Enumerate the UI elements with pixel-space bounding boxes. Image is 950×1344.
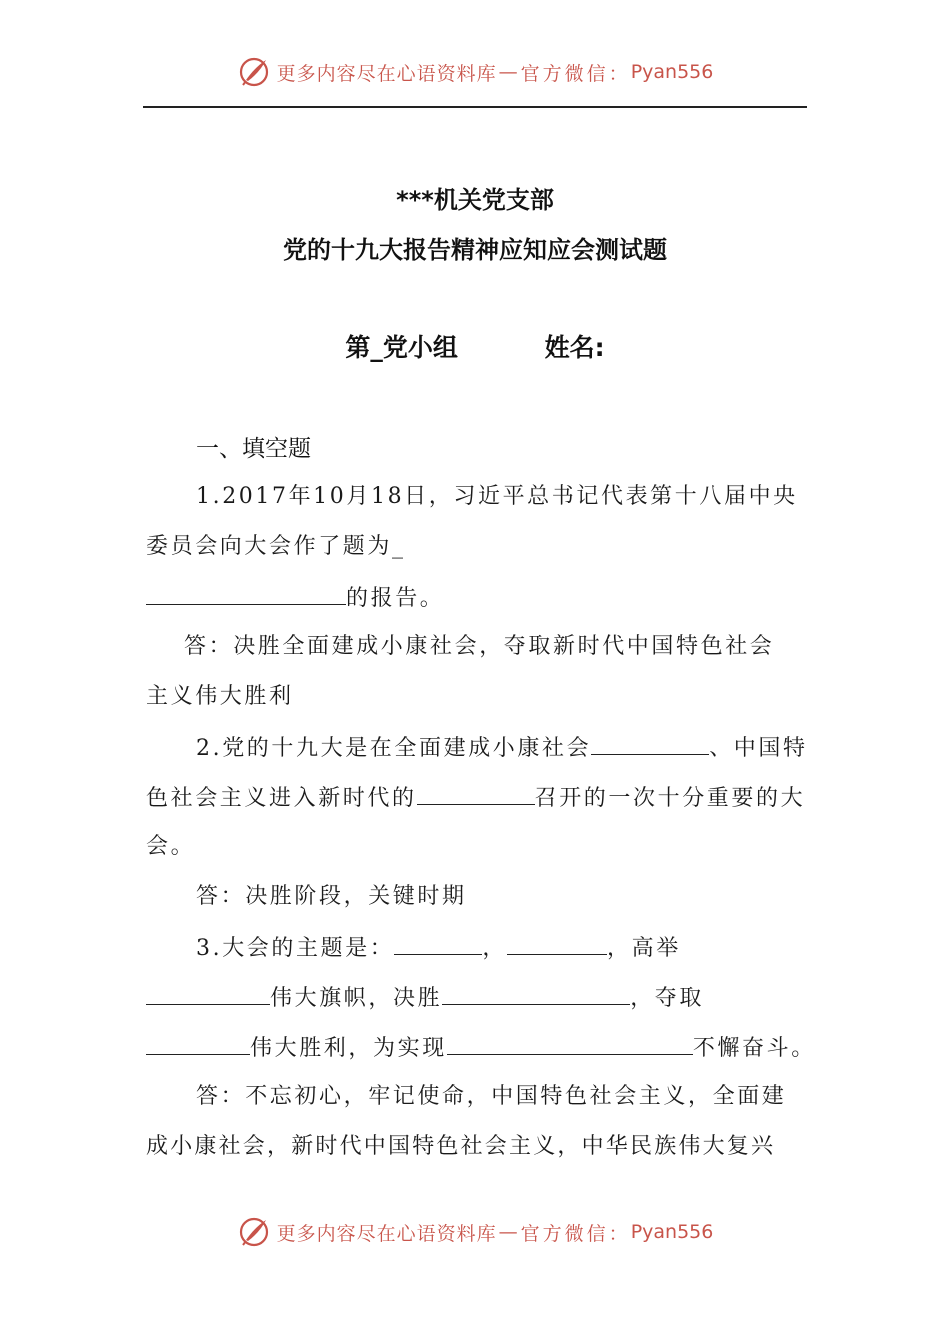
watermark-banner-bottom: [0, 1212, 950, 1252]
watermark-text: 更多内容尽在心语资料库: [276, 1222, 497, 1245]
q1-line3: [146, 582, 808, 614]
q3-line2: [146, 982, 808, 1014]
document-title-line2: 党的十九大报告精神应知应会测试题: [283, 236, 667, 264]
q3-line1: [196, 932, 808, 964]
q2-line2-text: 色社会主义进入新时代的: [146, 786, 417, 811]
watermark-text: 更多内容尽在心语资料库: [276, 62, 497, 85]
a3-line1: 答：不忘初心，牢记使命，中国特色社会主义，全面建: [196, 1084, 787, 1109]
q1-line2: 委员会向大会作了题为_: [146, 534, 406, 559]
answer-blank[interactable]: [394, 932, 482, 955]
answer-blank[interactable]: [146, 1032, 250, 1055]
header-divider: [143, 106, 807, 108]
group-label: 第_党小组: [345, 333, 458, 362]
answer-blank[interactable]: [442, 982, 630, 1005]
feather-pen-logo-icon: [237, 55, 271, 89]
q3-line3: [146, 1032, 816, 1064]
q2-line3: 会。: [146, 834, 196, 859]
a1-line1: 答：决胜全面建成小康社会，夺取新时代中国特色社会: [184, 634, 775, 659]
q3-line1-text: 3.大会的主题是：: [196, 936, 395, 961]
q2-line2-tail: 召开的一次十分重要的大: [534, 786, 806, 811]
answer-blank[interactable]: [417, 782, 535, 805]
answer-blank[interactable]: [591, 732, 709, 755]
feather-pen-logo-icon: [237, 1215, 271, 1249]
answer-blank[interactable]: [146, 982, 270, 1005]
q1-line3-suffix: 的报告。: [346, 586, 445, 611]
q2-line1: [196, 732, 808, 764]
group-name-line: [0, 328, 950, 364]
q3-line3-text: 伟大胜利，为实现: [250, 1036, 447, 1061]
q2-line1-tail: 、中国特: [709, 736, 808, 761]
document-title-line1: ***机关党支部: [396, 186, 554, 214]
section-heading: 一、填空题: [196, 436, 311, 462]
watermark-handle: Pyan556: [630, 1221, 714, 1243]
a2-line: 答：决胜阶段，关键时期: [196, 884, 467, 909]
q3-line2-text: 伟大旗帜，决胜: [270, 986, 443, 1011]
q3-comma: ，: [482, 936, 508, 961]
a1-line2: 主义伟大胜利: [146, 684, 294, 709]
q3-line2-tail: ，夺取: [630, 986, 705, 1011]
q2-line1-text: 2.党的十九大是在全面建成小康社会: [196, 736, 592, 761]
q1-line1: 1.2017年10月18日，习近平总书记代表第十八届中央: [196, 484, 798, 509]
a3-line2: 成小康社会，新时代中国特色社会主义，中华民族伟大复兴: [146, 1134, 776, 1159]
watermark-handle: Pyan556: [630, 61, 714, 83]
watermark-banner-top: [0, 52, 950, 92]
q3-line1-tail: ，高举: [607, 936, 681, 961]
q2-line2: [146, 782, 808, 814]
watermark-wechat-label: 官方微信：: [520, 1222, 631, 1245]
name-label: 姓名:: [544, 333, 605, 362]
answer-blank[interactable]: [507, 932, 607, 955]
watermark-separator: —: [498, 61, 519, 83]
watermark-separator: —: [498, 1221, 519, 1243]
q3-line3-tail: 不懈奋斗。: [692, 1036, 816, 1061]
answer-blank[interactable]: [447, 1032, 693, 1055]
answer-blank[interactable]: [146, 582, 346, 605]
watermark-wechat-label: 官方微信：: [520, 62, 631, 85]
